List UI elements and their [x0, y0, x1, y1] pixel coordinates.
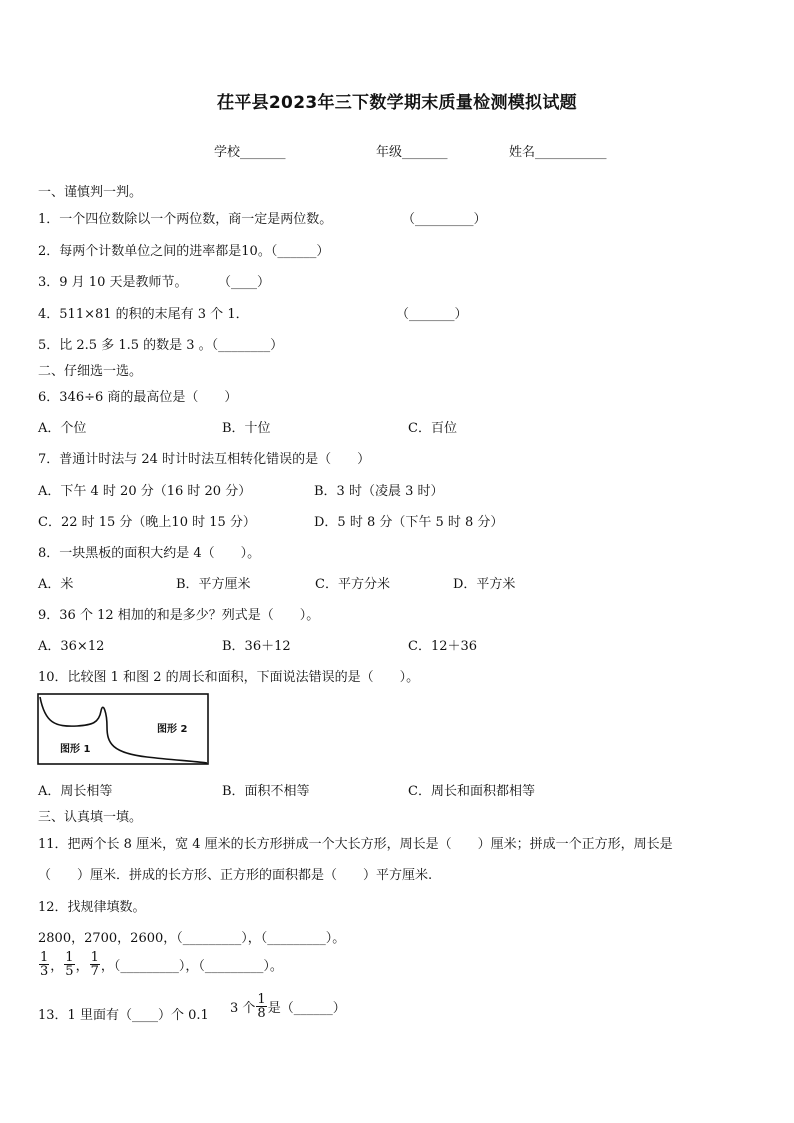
- question-5: 5．比 2.5 多 1.5 的数是 3 。（________）: [38, 338, 284, 353]
- question-7-option-d: D．5 时 8 分（下午 5 时 8 分）: [314, 515, 504, 530]
- fraction-numerator: 1: [257, 992, 266, 1007]
- fraction-1-5: [64, 951, 74, 978]
- question-13-count: 3 个: [230, 1001, 256, 1016]
- question-13-part-2: [230, 993, 346, 1020]
- question-9-option-a: A．36×12: [38, 639, 105, 654]
- question-1-blank: （_________）: [402, 212, 487, 227]
- separator: ，: [75, 959, 89, 974]
- question-7: 7．普通计时法与 24 时计时法互相转化错误的是（ ）: [38, 452, 371, 467]
- grade-field: 年级_______: [376, 145, 448, 160]
- question-6-option-b: B．十位: [222, 421, 271, 436]
- name-field: 姓名___________: [509, 145, 607, 160]
- question-11-line-1: 11．把两个长 8 厘米，宽 4 厘米的长方形拼成一个大长方形，周长是（ ）厘米；拼成一个正方形，周长是: [38, 837, 673, 852]
- fraction-denominator: 8: [257, 1006, 266, 1021]
- fraction-denominator: 3: [40, 964, 49, 979]
- question-8-option-b: B．平方厘米: [176, 577, 251, 592]
- question-4-blank: （_______）: [396, 307, 468, 322]
- question-6-option-a: A．个位: [38, 421, 87, 436]
- section-heading-3: 三、认真填一填。: [38, 810, 143, 825]
- question-8-option-a: A．米: [38, 577, 74, 592]
- question-8-option-c: C．平方分米: [315, 577, 390, 592]
- question-6-option-c: C．百位: [408, 421, 457, 436]
- question-7-option-b: B．3 时（凌晨 3 时）: [314, 484, 444, 499]
- question-13-part-1: 13．1 里面有（____）个 0.1: [38, 1008, 209, 1023]
- question-10-option-a: A．周长相等: [38, 784, 113, 799]
- question-8: 8．一块黑板的面积大约是 4（ ）。: [38, 546, 261, 561]
- question-10-option-c: C．周长和面积都相等: [408, 784, 535, 799]
- question-4: 4．511×81 的积的末尾有 3 个 1．: [38, 307, 249, 322]
- sequence-2-blanks: ，（_________），（_________）。: [100, 959, 283, 974]
- fraction-1-7: [90, 951, 100, 978]
- question-9: 9．36 个 12 相加的和是多少？列式是（ ）。: [38, 608, 320, 623]
- fraction-numerator: 1: [90, 950, 99, 965]
- question-6: 6．346÷6 商的最高位是（ ）: [38, 390, 238, 405]
- question-9-option-b: B．36＋12: [222, 639, 291, 654]
- question-10: 10．比较图 1 和图 2 的周长和面积，下面说法错误的是（ ）。: [38, 670, 420, 685]
- question-7-option-a: A．下午 4 时 20 分（16 时 20 分）: [38, 484, 252, 499]
- question-12-sequence-1: 2800，2700，2600，（_________），（_________）。: [38, 931, 346, 946]
- page-title: 茌平县2023年三下数学期末质量检测模拟试题: [217, 93, 577, 113]
- question-13-blank: 是（______）: [267, 1001, 346, 1016]
- question-3-blank: （____）: [218, 275, 271, 290]
- figure-2-label: 图形 2: [157, 724, 188, 735]
- school-field: 学校_______: [214, 145, 286, 160]
- question-12: 12．找规律填数。: [38, 900, 146, 915]
- fraction-1-3: [39, 951, 49, 978]
- question-9-option-c: C．12＋36: [408, 639, 478, 654]
- section-heading-2: 二、仔细选一选。: [38, 364, 143, 379]
- question-11-line-2: （ ）厘米．拼成的长方形、正方形的面积都是（ ）平方厘米.: [38, 868, 433, 883]
- figure-1-label: 图形 1: [60, 744, 91, 755]
- question-3: 3．9 月 10 天是教师节。: [38, 275, 188, 290]
- question-8-option-d: D．平方米: [453, 577, 516, 592]
- question-1: 1．一个四位数除以一个两位数，商一定是两位数。: [38, 212, 333, 227]
- fraction-denominator: 5: [65, 964, 74, 979]
- fraction-numerator: 1: [65, 950, 74, 965]
- fraction-numerator: 1: [40, 950, 49, 965]
- section-heading-1: 一、谨慎判一判。: [38, 185, 143, 200]
- question-7-option-c: C．22 时 15 分（晚上10 时 15 分）: [38, 515, 256, 530]
- question-10-option-b: B．面积不相等: [222, 784, 310, 799]
- question-12-sequence-2: [38, 951, 283, 978]
- question-2: 2．每两个计数单位之间的进率都是10。（______）: [38, 244, 330, 259]
- shape-figure: [37, 693, 209, 765]
- separator: ，: [50, 959, 64, 974]
- fraction-denominator: 7: [90, 964, 99, 979]
- fraction-1-8: [256, 993, 266, 1020]
